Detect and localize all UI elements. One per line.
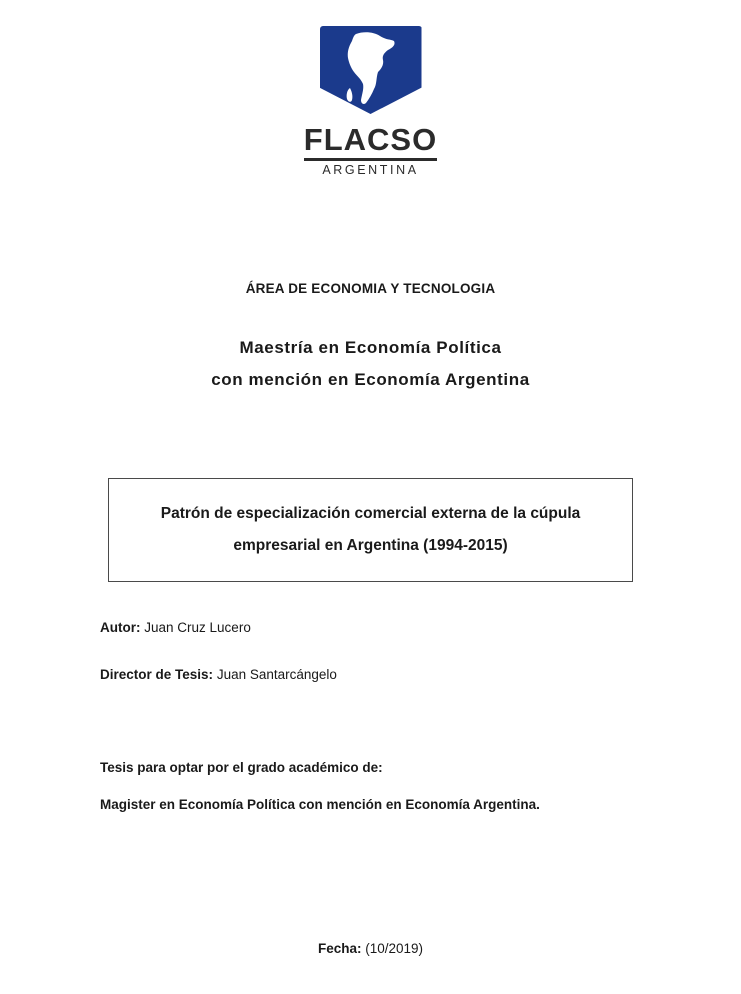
author-row [100, 620, 641, 635]
date-line [0, 941, 741, 956]
director-value: Juan Santarcángelo [216, 667, 337, 683]
logo-divider [304, 158, 437, 161]
thesis-title-line-1: Patrón de especialización comercial externa de la cúpula [160, 504, 581, 522]
program-heading [100, 332, 641, 397]
director-label: Director de Tesis: [100, 667, 214, 683]
logo-name-argentina: ARGENTINA [322, 163, 419, 177]
director-row [100, 667, 641, 682]
flacso-logo [100, 0, 641, 177]
logo-name-flacso: FLACSO [303, 122, 438, 157]
thesis-title-line-2: empresarial en Argentina (1994-2015) [233, 537, 508, 555]
thesis-title-box [108, 478, 633, 582]
area-heading: ÁREA DE ECONOMIA Y TECNOLOGIA [245, 280, 496, 296]
author-value: Juan Cruz Lucero [144, 620, 251, 636]
author-label: Autor: [100, 620, 141, 636]
date-label: Fecha: [317, 941, 362, 956]
logo-wordmark [304, 124, 437, 177]
south-america-map-icon [320, 26, 422, 114]
program-line-1: Maestría en Economía Política [239, 337, 502, 357]
date-value: (10/2019) [365, 941, 424, 956]
program-line-2: con mención en Economía Argentina [211, 369, 530, 389]
thesis-title [161, 498, 581, 563]
degree-statement [100, 760, 641, 812]
degree-line-2: Magister en Economía Política con mención en Economía Argentina. [100, 797, 540, 813]
degree-line-1: Tesis para optar por el grado académico de: [100, 760, 383, 776]
thesis-metadata [100, 620, 641, 682]
